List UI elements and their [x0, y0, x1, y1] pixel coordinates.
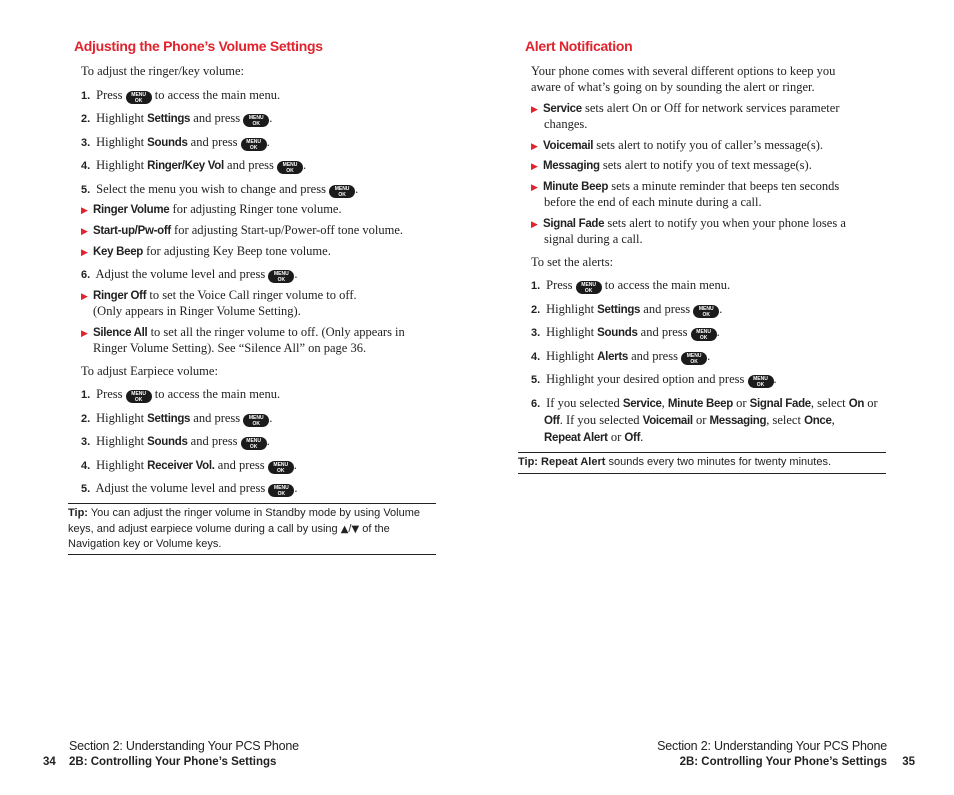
- step-3: 3. Highlight Sounds and press MENU OK .: [81, 135, 270, 151]
- menu-ok-key-icon: MENU OK: [268, 270, 294, 283]
- menu-ok-key-icon: MENU OK: [241, 437, 267, 450]
- menu-ok-key-icon: MENU OK: [693, 305, 719, 318]
- alert-step-3: 3. Highlight Sounds and press MENU OK .: [531, 325, 720, 341]
- ear-step-2: 2. Highlight Settings and press MENU OK .: [81, 411, 273, 427]
- menu-ok-key-icon: MENU OK: [576, 281, 602, 294]
- ear-step-5: 5. Adjust the volume level and press MENU OK .: [81, 481, 298, 497]
- footer-right-subsection: 2B: Controlling Your Phone’s Settings: [679, 756, 887, 768]
- bullet-ringer-off-line2: (Only appears in Ringer Volume Setting).: [93, 304, 301, 318]
- arrow-bullet-icon: ▶: [531, 142, 538, 152]
- menu-ok-key-icon: MENU OK: [277, 161, 303, 174]
- ear-step-3: 3. Highlight Sounds and press MENU OK .: [81, 434, 270, 450]
- menu-ok-key-icon: MENU OK: [268, 484, 294, 497]
- menu-ok-key-icon: MENU OK: [748, 375, 774, 388]
- menu-ok-key-icon: MENU OK: [243, 114, 269, 127]
- bullet-minute-beep-line2: before the end of each minute during a call.: [544, 195, 762, 209]
- ear-step-1: 1. Press MENU OK to access the main menu.: [81, 387, 281, 403]
- footer-left-subsection: 2B: Controlling Your Phone’s Settings: [69, 756, 277, 768]
- alert-step-6-line3: Repeat Alert or Off.: [544, 430, 644, 444]
- alert-step-2: 2. Highlight Settings and press MENU OK .: [531, 302, 723, 318]
- menu-ok-key-icon: MENU OK: [243, 414, 269, 427]
- arrow-bullet-icon: ▶: [531, 105, 538, 115]
- left-heading: Adjusting the Phone’s Volume Settings: [74, 38, 323, 54]
- right-intro-2: aware of what’s going on by sounding the alert or ringer.: [531, 80, 815, 94]
- alert-step-1: 1. Press MENU OK to access the main menu.: [531, 278, 731, 294]
- bullet-voicemail: ▶ Voicemail sets alert to notify you of caller’s message(s).: [531, 137, 823, 155]
- right-intro-1: Your phone comes with several different options to keep you: [531, 64, 836, 78]
- arrow-bullet-icon: ▶: [531, 162, 538, 172]
- alert-step-6-line2: Off. If you selected Voicemail or Messaging, select Once,: [544, 413, 835, 427]
- up-arrow-icon: ▲: [340, 523, 349, 535]
- bullet-service: ▶ Service sets alert On or Off for network services parameter: [531, 100, 839, 118]
- arrow-bullet-icon: ▶: [81, 329, 88, 339]
- menu-ok-key-icon: MENU OK: [126, 390, 152, 403]
- menu-ok-key-icon: MENU OK: [126, 91, 152, 104]
- arrow-bullet-icon: ▶: [81, 292, 88, 302]
- step-2: 2. Highlight Settings and press MENU OK .: [81, 111, 273, 127]
- bullet-messaging: ▶ Messaging sets alert to notify you of text message(s).: [531, 157, 812, 175]
- right-intro-alerts: To set the alerts:: [531, 255, 614, 269]
- alert-step-5: 5. Highlight your desired option and press MENU OK .: [531, 372, 777, 388]
- menu-ok-key-icon: MENU OK: [681, 352, 707, 365]
- arrow-bullet-icon: ▶: [81, 206, 88, 216]
- menu-ok-key-icon: MENU OK: [268, 461, 294, 474]
- bullet-minute-beep: ▶ Minute Beep sets a minute reminder that beeps ten seconds: [531, 178, 839, 196]
- bullet-silence-all-line2: Ringer Volume Setting). See “Silence All” on page 36.: [93, 341, 367, 355]
- right-heading: Alert Notification: [525, 38, 633, 54]
- bullet-ringer-volume: ▶ Ringer Volume for adjusting Ringer tone volume.: [81, 201, 342, 219]
- step-1: 1. Press MENU OK to access the main menu.: [81, 88, 281, 104]
- bullet-key-beep: ▶ Key Beep for adjusting Key Beep tone volume.: [81, 243, 331, 261]
- bullet-signal-fade-line2: signal during a call.: [544, 232, 643, 246]
- arrow-bullet-icon: ▶: [81, 248, 88, 258]
- tip-box-right: Tip: Repeat Alert sounds every two minutes for twenty minutes.: [518, 452, 886, 474]
- tip-box-left: Tip: You can adjust the ringer volume in Standby mode by using Volume keys, and adjust earpiece volume during a call by using ▲/▼ of the Navigation key or Volume keys.: [68, 503, 436, 555]
- intro-text: To adjust the ringer/key volume:: [81, 64, 244, 78]
- menu-ok-key-icon: MENU OK: [691, 328, 717, 341]
- footer-left-section: Section 2: Understanding Your PCS Phone: [69, 739, 299, 753]
- bullet-signal-fade: ▶ Signal Fade sets alert to notify you when your phone loses a: [531, 215, 846, 233]
- down-arrow-icon: ▼: [351, 523, 360, 535]
- alert-step-4: 4. Highlight Alerts and press MENU OK .: [531, 349, 711, 365]
- menu-ok-key-icon: MENU OK: [329, 185, 355, 198]
- footer-left-page-number: 34: [43, 756, 56, 768]
- step-6: 6. Adjust the volume level and press MENU OK .: [81, 267, 298, 283]
- arrow-bullet-icon: ▶: [531, 220, 538, 230]
- step-5: 5. Select the menu you wish to change and press MENU OK .: [81, 182, 359, 198]
- arrow-bullet-icon: ▶: [81, 227, 88, 237]
- bullet-ringer-off: ▶ Ringer Off to set the Voice Call ringer volume to off.: [81, 287, 357, 305]
- arrow-bullet-icon: ▶: [531, 183, 538, 193]
- footer-right-page-number: 35: [902, 756, 915, 768]
- bullet-silence-all: ▶ Silence All to set all the ringer volume to off. (Only appears in: [81, 324, 405, 342]
- step-4: 4. Highlight Ringer/Key Vol and press MENU OK .: [81, 158, 307, 174]
- bullet-service-line2: changes.: [544, 117, 588, 131]
- menu-ok-key-icon: MENU OK: [241, 138, 267, 151]
- footer-right-section: Section 2: Understanding Your PCS Phone: [657, 739, 887, 753]
- bullet-startup: ▶ Start-up/Pw-off for adjusting Start-up/Power-off tone volume.: [81, 222, 403, 240]
- alert-step-6: 6. If you selected Service, Minute Beep or Signal Fade, select On or: [531, 396, 878, 410]
- ear-step-4: 4. Highlight Receiver Vol. and press MENU OK .: [81, 458, 297, 474]
- intro-earpiece: To adjust Earpiece volume:: [81, 364, 218, 378]
